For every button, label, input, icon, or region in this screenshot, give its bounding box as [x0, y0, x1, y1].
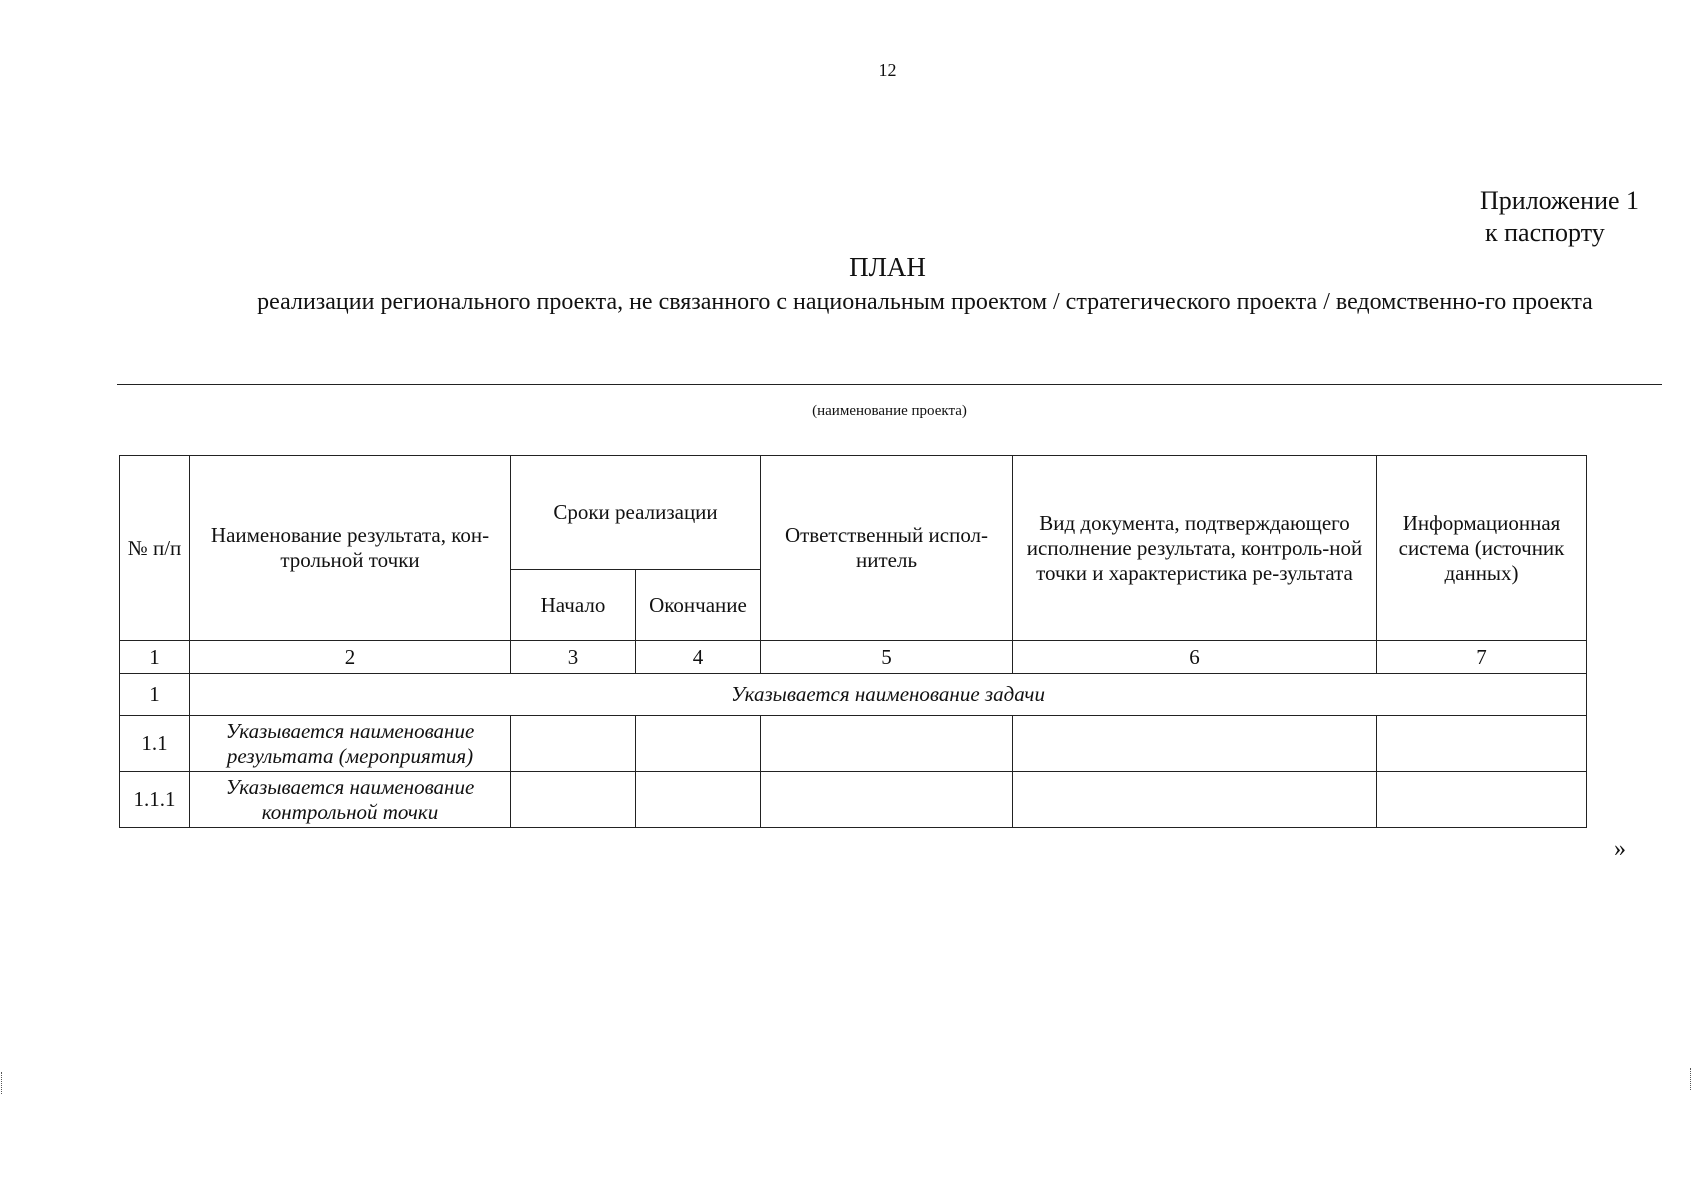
- header-document: Вид документа, подтверждающего исполнение результата, контроль-ной точки и характеристика ре-зультата: [1013, 456, 1377, 641]
- column-number: 1: [120, 641, 190, 674]
- header-terms: Сроки реализации: [511, 456, 761, 570]
- table-row-control-point: [120, 772, 1587, 828]
- page-number: 12: [878, 60, 897, 80]
- empty-cell: [1013, 772, 1377, 828]
- appendix-line-1: Приложение 1: [1480, 186, 1640, 215]
- row-num: 1.1.1: [120, 772, 190, 828]
- header-system: Информационная система (источник данных): [1377, 456, 1587, 641]
- header-responsible: Ответственный испол-нитель: [761, 456, 1013, 641]
- column-number: 5: [761, 641, 1013, 674]
- project-name-line: [117, 384, 1662, 385]
- row-num: 1: [120, 674, 190, 716]
- row-name: Указывается наименование результата (мероприятия): [190, 716, 511, 772]
- scan-margin-mark-left: [1, 1072, 6, 1094]
- empty-cell: [1013, 716, 1377, 772]
- empty-cell: [1377, 772, 1587, 828]
- appendix-line-2: к паспорту: [1485, 218, 1605, 247]
- row-name: Указывается наименование контрольной точки: [190, 772, 511, 828]
- column-number: 7: [1377, 641, 1587, 674]
- column-number: 3: [511, 641, 636, 674]
- empty-cell: [761, 716, 1013, 772]
- table-row-task: [120, 674, 1587, 716]
- column-number: 6: [1013, 641, 1377, 674]
- plan-table: [119, 455, 1587, 828]
- header-start: Начало: [511, 570, 636, 641]
- header-num: № п/п: [120, 456, 190, 641]
- header-end: Окончание: [636, 570, 761, 641]
- empty-cell: [1377, 716, 1587, 772]
- column-number: 2: [190, 641, 511, 674]
- empty-cell: [511, 716, 636, 772]
- column-numbers-row: [120, 641, 1587, 674]
- column-number: 4: [636, 641, 761, 674]
- project-name-caption: (наименование проекта): [812, 403, 967, 419]
- document-subtitle: реализации регионального проекта, не связанного с национальным проектом / стратегического проекта / ведомственно-го проекта: [257, 289, 1593, 315]
- row-num: 1.1: [120, 716, 190, 772]
- document-title: ПЛАН: [849, 252, 926, 282]
- appendix-label: [1480, 185, 1639, 249]
- empty-cell: [636, 716, 761, 772]
- closing-quote: »: [1614, 836, 1626, 862]
- empty-cell: [761, 772, 1013, 828]
- header-name: Наименование результата, кон-трольной точки: [190, 456, 511, 641]
- table-row-result: [120, 716, 1587, 772]
- row-name: Указывается наименование задачи: [190, 674, 1587, 716]
- empty-cell: [511, 772, 636, 828]
- scan-margin-mark-right: [1690, 1068, 1695, 1090]
- empty-cell: [636, 772, 761, 828]
